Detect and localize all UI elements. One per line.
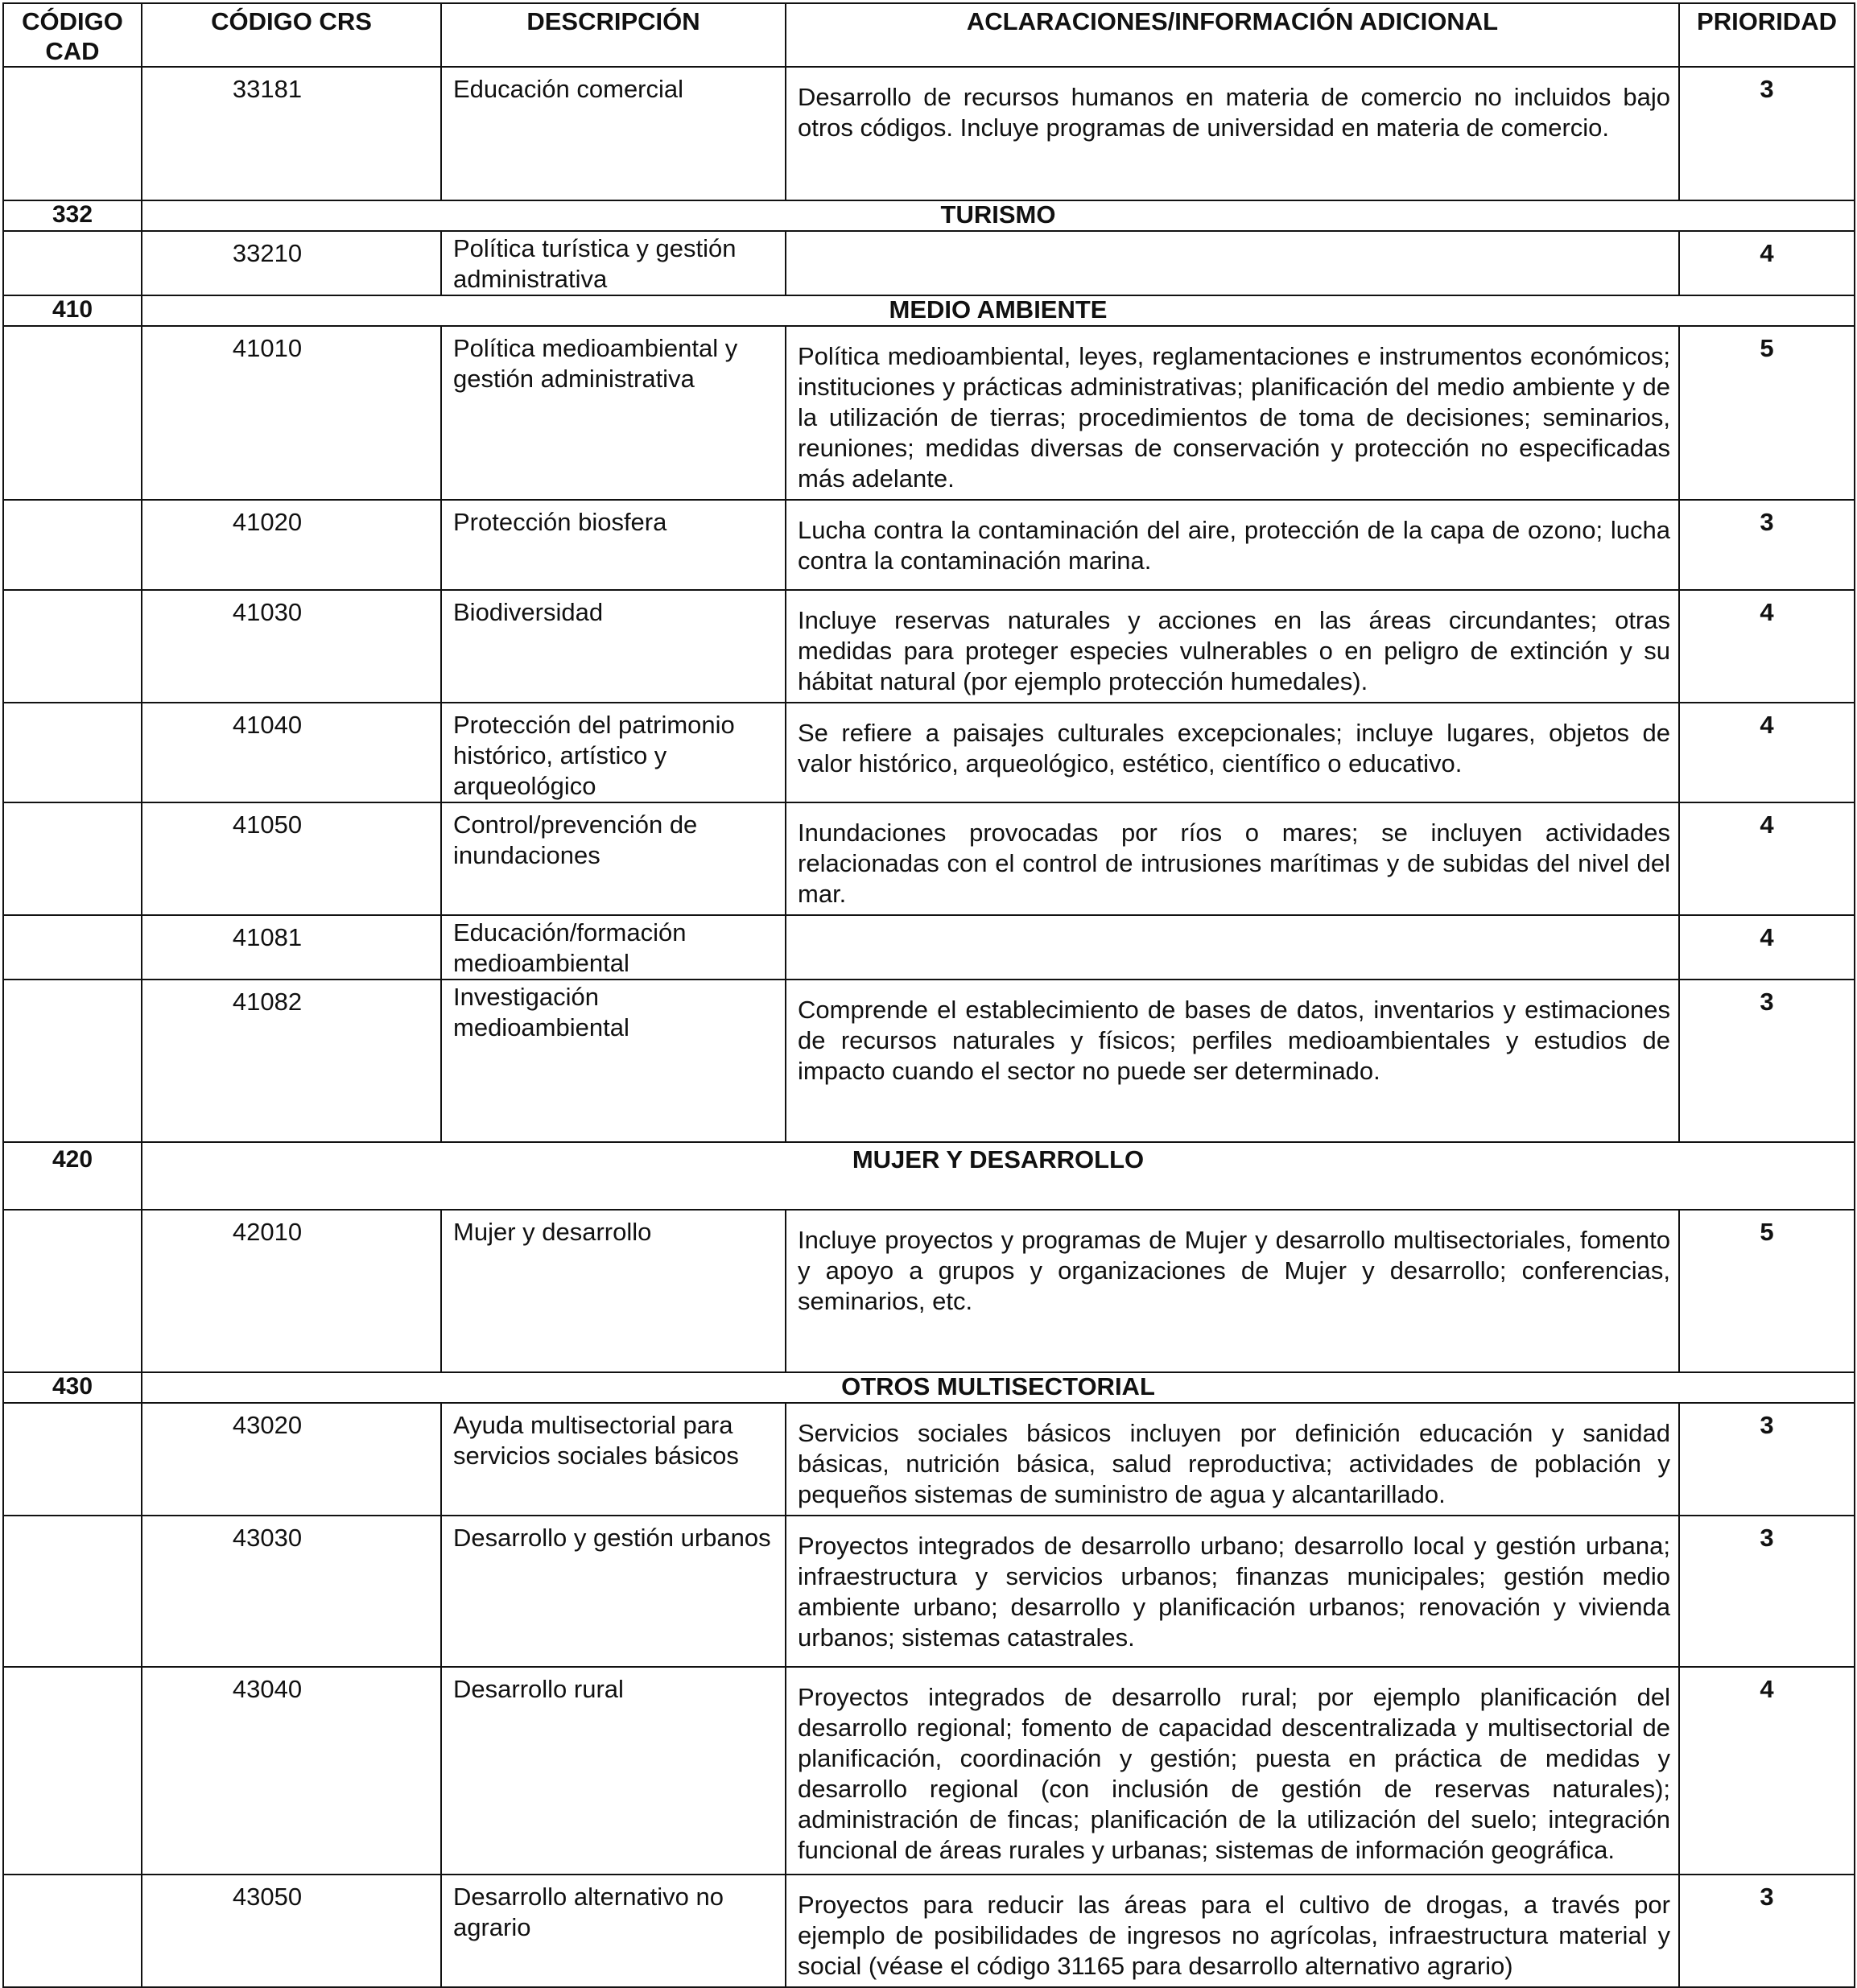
additional-info: Se refiere a paisajes culturales excepcionales; incluye lugares, objetos de valor histórico, arqueológico, estético, científico o educativo.	[786, 703, 1679, 802]
cad-cell	[3, 1210, 142, 1372]
additional-info: Inundaciones provocadas por ríos o mares; se incluyen actividades relacionadas con el control de intrusiones marítimas y de subidas del nivel del mar.	[786, 802, 1679, 915]
header-cad: CÓDIGO CAD	[3, 3, 142, 67]
crs-code: 41082	[142, 980, 441, 1142]
description: Biodiversidad	[441, 590, 786, 703]
table-row	[3, 915, 1855, 980]
crs-code: 33210	[142, 231, 441, 295]
cad-cell	[3, 980, 142, 1142]
group-row	[3, 1142, 1855, 1210]
header-info: ACLARACIONES/INFORMACIÓN ADICIONAL	[786, 3, 1679, 67]
description: Desarrollo rural	[441, 1667, 786, 1875]
priority: 4	[1679, 915, 1855, 980]
priority: 3	[1679, 1875, 1855, 1987]
crs-code: 41030	[142, 590, 441, 703]
table-header-row	[3, 3, 1855, 67]
table-row	[3, 703, 1855, 802]
cad-cell	[3, 703, 142, 802]
group-title: MUJER Y DESARROLLO	[142, 1142, 1855, 1210]
cad-cell	[3, 590, 142, 703]
group-code: 430	[3, 1372, 142, 1403]
priority: 4	[1679, 590, 1855, 703]
group-row	[3, 200, 1855, 231]
group-row	[3, 1372, 1855, 1403]
priority: 4	[1679, 703, 1855, 802]
table-row	[3, 1667, 1855, 1875]
table-row	[3, 590, 1855, 703]
crs-code: 41081	[142, 915, 441, 980]
description: Ayuda multisectorial para servicios sociales básicos	[441, 1403, 786, 1516]
crs-code: 33181	[142, 67, 441, 200]
crs-code: 41050	[142, 802, 441, 915]
table-row	[3, 1403, 1855, 1516]
table-row	[3, 326, 1855, 500]
table-row	[3, 1875, 1855, 1987]
additional-info: Incluye reservas naturales y acciones en las áreas circundantes; otras medidas para proteger especies vulnerables o en peligro de extinción y su hábitat natural (por ejemplo protección humedales).	[786, 590, 1679, 703]
description: Protección biosfera	[441, 500, 786, 590]
group-row	[3, 295, 1855, 326]
priority: 4	[1679, 1667, 1855, 1875]
priority: 4	[1679, 231, 1855, 295]
additional-info: Comprende el establecimiento de bases de datos, inventarios y estimaciones de recursos naturales y físicos; perfiles medioambientales y estudios de impacto cuando el sector no puede ser determinado.	[786, 980, 1679, 1142]
table-row	[3, 231, 1855, 295]
priority: 3	[1679, 980, 1855, 1142]
group-title: TURISMO	[142, 200, 1855, 231]
crs-code: 42010	[142, 1210, 441, 1372]
group-title: OTROS MULTISECTORIAL	[142, 1372, 1855, 1403]
crs-code: 43020	[142, 1403, 441, 1516]
additional-info	[786, 231, 1679, 295]
cad-cell	[3, 326, 142, 500]
header-priority: PRIORIDAD	[1679, 3, 1855, 67]
table-row	[3, 802, 1855, 915]
table-row	[3, 67, 1855, 200]
crs-code: 41010	[142, 326, 441, 500]
crs-code: 41040	[142, 703, 441, 802]
priority: 3	[1679, 67, 1855, 200]
header-description: DESCRIPCIÓN	[441, 3, 786, 67]
additional-info: Proyectos integrados de desarrollo urbano; desarrollo local y gestión urbana; infraestructura y servicios urbanos; finanzas municipales; gestión medio ambiente urbano; desarrollo y planificación urbanos; renovación y vivienda urbanos; sistemas catastrales.	[786, 1516, 1679, 1667]
cad-cell	[3, 1516, 142, 1667]
priority: 3	[1679, 1516, 1855, 1667]
additional-info: Política medioambiental, leyes, reglamentaciones e instrumentos económicos; instituciones y prácticas administrativas; planificación del medio ambiente y de la utilización de tierras; procedimientos de toma de decisiones; seminarios, reuniones; medidas diversas de conservación y protección no especificadas más adelante.	[786, 326, 1679, 500]
additional-info: Proyectos integrados de desarrollo rural; por ejemplo planificación del desarrollo regional; fomento de capacidad descentralizada y multisectorial de planificación, coordinación y gestión; puesta en práctica de medidas y desarrollo regional (con inclusión de gestión de reservas naturales); administración de fincas; planificación de la utilización del suelo; integración funcional de áreas rurales y urbanas; sistemas de información geográfica.	[786, 1667, 1679, 1875]
table-row	[3, 1516, 1855, 1667]
description: Investigación medioambiental	[441, 980, 786, 1142]
sector-codes-table	[2, 2, 1855, 1988]
group-code: 420	[3, 1142, 142, 1210]
priority: 3	[1679, 1403, 1855, 1516]
priority: 5	[1679, 326, 1855, 500]
description: Protección del patrimonio histórico, artístico y arqueológico	[441, 703, 786, 802]
additional-info: Desarrollo de recursos humanos en materia de comercio no incluidos bajo otros códigos. Incluye programas de universidad en materia de comercio.	[786, 67, 1679, 200]
additional-info	[786, 915, 1679, 980]
group-code: 332	[3, 200, 142, 231]
cad-cell	[3, 231, 142, 295]
table-row	[3, 500, 1855, 590]
cad-cell	[3, 1667, 142, 1875]
priority: 4	[1679, 802, 1855, 915]
description: Política medioambiental y gestión administrativa	[441, 326, 786, 500]
cad-cell	[3, 915, 142, 980]
cad-cell	[3, 1403, 142, 1516]
crs-code: 43040	[142, 1667, 441, 1875]
description: Política turística y gestión administrativa	[441, 231, 786, 295]
group-code: 410	[3, 295, 142, 326]
table-row	[3, 1210, 1855, 1372]
priority: 5	[1679, 1210, 1855, 1372]
cad-cell	[3, 500, 142, 590]
description: Desarrollo y gestión urbanos	[441, 1516, 786, 1667]
description: Educación/formación medioambiental	[441, 915, 786, 980]
crs-code: 43030	[142, 1516, 441, 1667]
priority: 3	[1679, 500, 1855, 590]
description: Control/prevención de inundaciones	[441, 802, 786, 915]
table-row	[3, 980, 1855, 1142]
description: Mujer y desarrollo	[441, 1210, 786, 1372]
cad-cell	[3, 1875, 142, 1987]
additional-info: Servicios sociales básicos incluyen por definición educación y sanidad básicas, nutrición básica, salud reproductiva; actividades de población y pequeños sistemas de suministro de agua y alcantarillado.	[786, 1403, 1679, 1516]
crs-code: 41020	[142, 500, 441, 590]
group-title: MEDIO AMBIENTE	[142, 295, 1855, 326]
additional-info: Incluye proyectos y programas de Mujer y desarrollo multisectoriales, fomento y apoyo a grupos y organizaciones de Mujer y desarrollo; conferencias, seminarios, etc.	[786, 1210, 1679, 1372]
additional-info: Lucha contra la contaminación del aire, protección de la capa de ozono; lucha contra la contaminación marina.	[786, 500, 1679, 590]
additional-info: Proyectos para reducir las áreas para el cultivo de drogas, a través por ejemplo de posibilidades de ingresos no agrícolas, infraestructura material y social (véase el código 31165 para desarrollo alternativo agrario)	[786, 1875, 1679, 1987]
cad-cell	[3, 802, 142, 915]
crs-code: 43050	[142, 1875, 441, 1987]
description: Educación comercial	[441, 67, 786, 200]
header-crs: CÓDIGO CRS	[142, 3, 441, 67]
cad-cell	[3, 67, 142, 200]
description: Desarrollo alternativo no agrario	[441, 1875, 786, 1987]
